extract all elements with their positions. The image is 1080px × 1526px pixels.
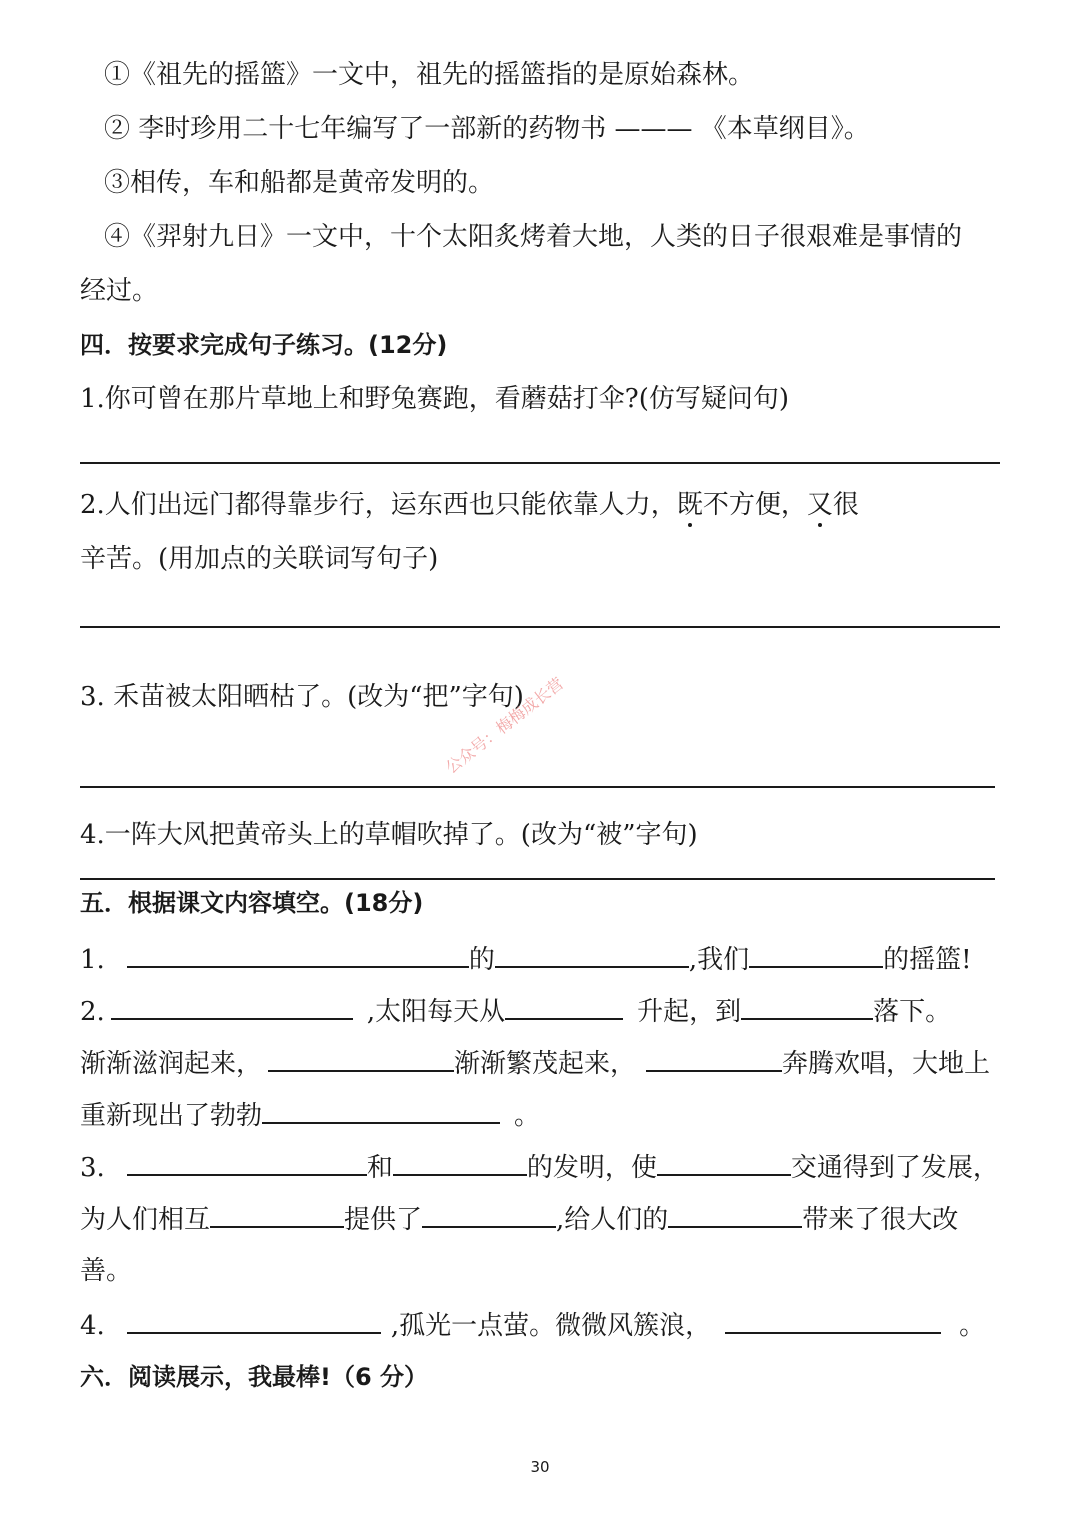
s5-q2-text-2: 升起，到 [637, 997, 742, 1027]
q2-text-c: 很 [832, 490, 859, 520]
statement-2: ② 李时珍用二十七年编写了一部新的药物书 ——— 《本草纲目》。 [104, 114, 870, 144]
s5-q3-text-6: ,给人们的 [556, 1205, 669, 1235]
s5-q1-text-1: 的 [468, 945, 495, 975]
section-4-title: 四．按要求完成句子练习。(12分) [80, 331, 448, 359]
s5-question-2-line1 [80, 992, 951, 1029]
page-number: 30 [530, 1458, 550, 1476]
blank-5-2-c[interactable] [741, 992, 873, 1020]
s5-question-3-line1 [80, 1148, 999, 1185]
s5-q1-number: 1. [80, 945, 105, 975]
s4-question-1: 1.你可曾在那片草地上和野兔赛跑，看蘑菇打伞?(仿写疑问句) [80, 384, 790, 414]
s5-q1-text-3: 的摇篮! [883, 945, 972, 975]
answer-line-4-4[interactable] [80, 878, 995, 880]
s5-q2-text-3: 落下。 [873, 997, 952, 1027]
blank-5-3-f[interactable] [668, 1200, 802, 1228]
s5-q2-text-1: ,太阳每天从 [366, 997, 506, 1027]
s5-q1-text-2: ,我们 [688, 945, 750, 975]
section-5-title: 五．根据课文内容填空。(18分) [80, 889, 424, 917]
s5-q3-text-7: 带来了很大改 [802, 1205, 959, 1235]
blank-5-3-e[interactable] [422, 1200, 556, 1228]
s5-q3-text-1: 和 [366, 1153, 393, 1183]
s4-question-3: 3. 禾苗被太阳晒枯了。(改为“把”字句) [80, 682, 524, 712]
blank-5-4-a[interactable] [127, 1306, 381, 1334]
dotted-char-you: 又 [806, 490, 833, 520]
blank-5-1-b[interactable] [495, 940, 689, 968]
blank-5-3-d[interactable] [210, 1200, 344, 1228]
q2-text-a: 2.人们出远门都得靠步行，运东西也只能依靠人力， [80, 490, 677, 520]
s5-question-3-line2 [80, 1200, 958, 1237]
blank-5-1-c[interactable] [749, 940, 883, 968]
blank-5-3-b[interactable] [393, 1148, 527, 1176]
statement-1: ①《祖先的摇篮》一文中，祖先的摇篮指的是原始森林。 [104, 60, 755, 90]
statement-4-line1: ④《羿射九日》一文中，十个太阳炙烤着大地，人类的日子很艰难是事情的 [104, 222, 963, 252]
s5-q3-text-3: 交通得到了发展， [790, 1153, 999, 1183]
s5-question-2-line3 [80, 1096, 540, 1133]
statement-4-line2: 经过。 [80, 276, 159, 306]
answer-line-4-2[interactable] [80, 626, 1000, 628]
blank-5-2-f[interactable] [262, 1096, 500, 1124]
s5-q4-text-1: ,孤光一点萤。微微风簇浪， [390, 1311, 712, 1341]
blank-5-3-a[interactable] [127, 1148, 367, 1176]
watermark: 公众号：梅梅成长营 [441, 673, 568, 778]
s5-q4-text-2: 。 [959, 1311, 986, 1341]
answer-line-4-1[interactable] [80, 462, 1000, 464]
blank-5-3-c[interactable] [657, 1148, 791, 1176]
statement-3: ③相传，车和船都是黄帝发明的。 [104, 168, 495, 198]
q2-text-b: 不方便， [702, 490, 807, 520]
s5-q2-text-8: 。 [514, 1101, 541, 1131]
s4-question-4: 4.一阵大风把黄帝头上的草帽吹掉了。(改为“被”字句) [80, 820, 698, 850]
s4-question-2-line2: 辛苦。(用加点的关联词写句子) [80, 544, 439, 574]
blank-5-2-d[interactable] [268, 1044, 454, 1072]
blank-5-2-b[interactable] [505, 992, 623, 1020]
s5-question-1 [80, 940, 972, 977]
s5-q2-text-7: 重新现出了勃勃 [80, 1101, 263, 1131]
blank-5-1-a[interactable] [127, 940, 469, 968]
section-6-title: 六．阅读展示，我最棒!（6 分） [80, 1363, 428, 1391]
s5-q3-text-4: 为人们相互 [80, 1205, 211, 1235]
blank-5-4-b[interactable] [725, 1306, 941, 1334]
s5-q3-text-2: 的发明，使 [526, 1153, 657, 1183]
answer-line-4-3[interactable] [80, 786, 995, 788]
s4-question-2-line1 [80, 488, 859, 522]
s5-q2-number: 2. [80, 997, 105, 1027]
s5-q2-text-4: 渐渐滋润起来， [80, 1049, 263, 1079]
s5-question-3-line3: 善。 [80, 1256, 133, 1286]
s5-q2-text-6: 奔腾欢唱，大地上 [782, 1049, 991, 1079]
dotted-char-ji: 既 [676, 490, 703, 520]
s5-q3-number: 3. [80, 1153, 105, 1183]
s5-question-4 [80, 1306, 985, 1343]
blank-5-2-e[interactable] [646, 1044, 782, 1072]
s5-q3-text-5: 提供了 [344, 1205, 423, 1235]
s5-question-2-line2 [80, 1044, 990, 1081]
s5-q2-text-5: 渐渐繁茂起来， [454, 1049, 637, 1079]
s5-q4-number: 4. [80, 1311, 105, 1341]
blank-5-2-a[interactable] [111, 992, 353, 1020]
